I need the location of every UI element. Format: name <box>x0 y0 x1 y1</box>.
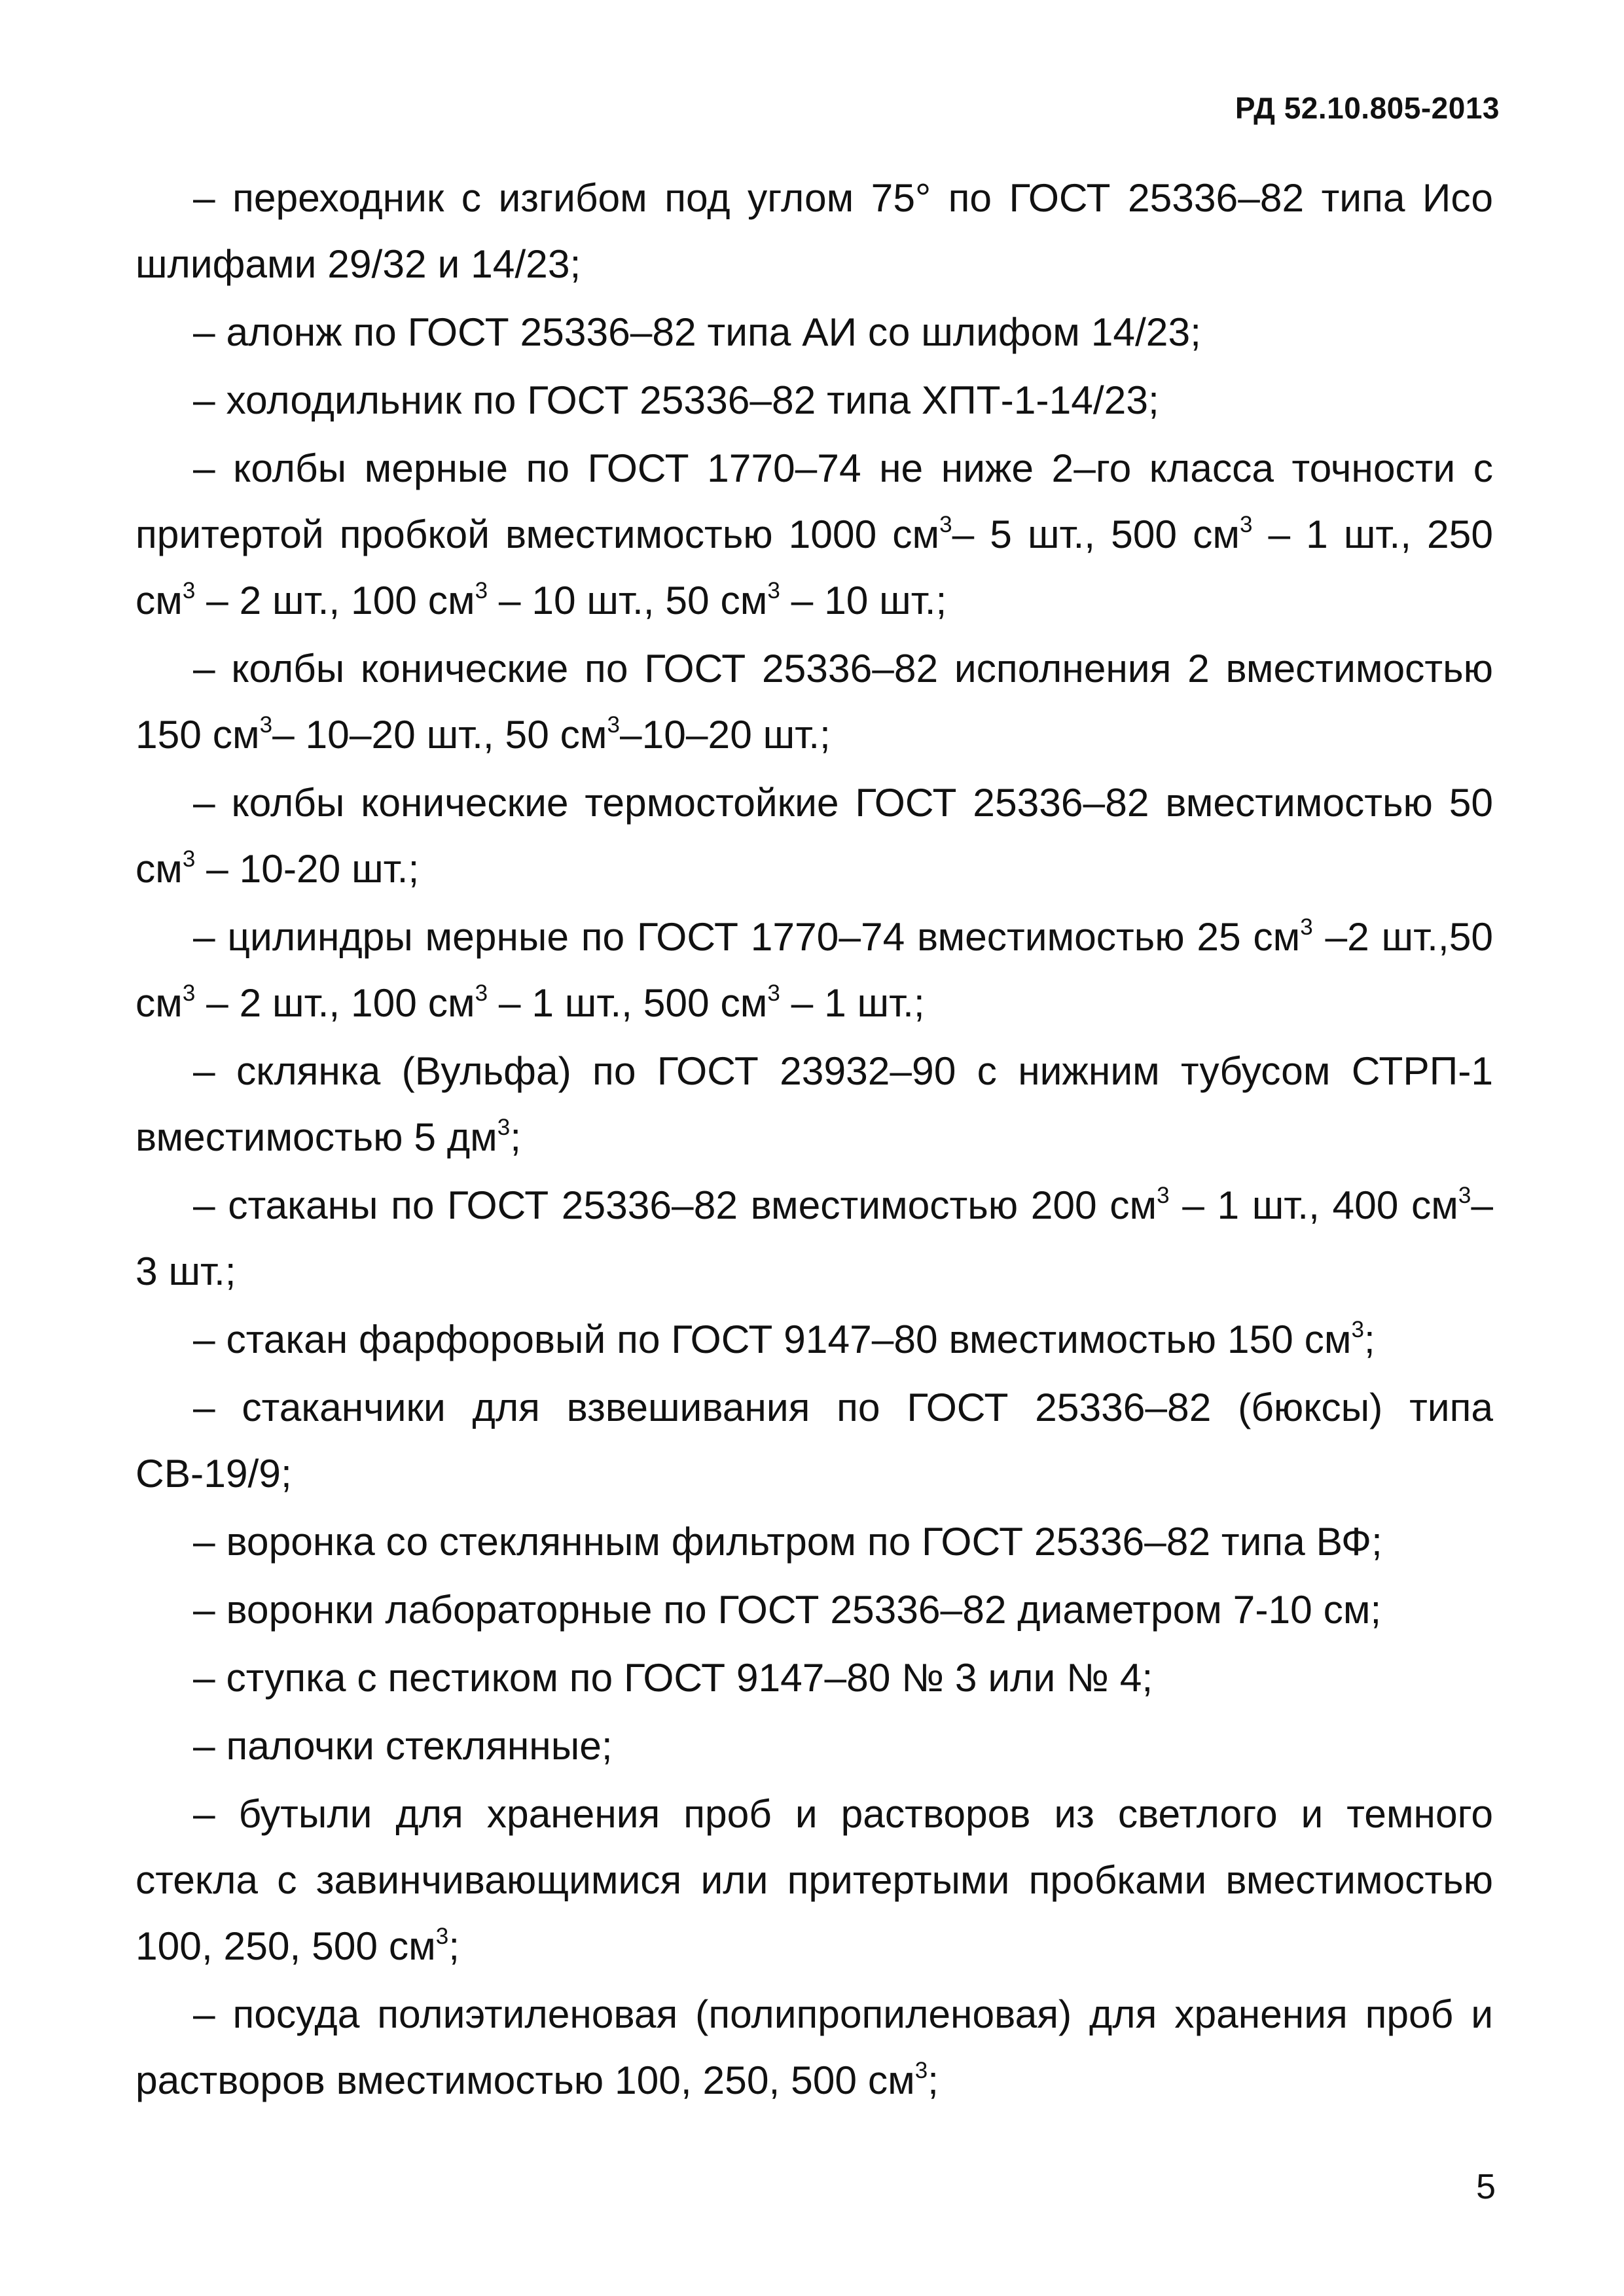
text-run: – 1 шт.; <box>780 980 925 1025</box>
text-run: – стаканы по ГОСТ 25336–82 вместимостью 200 см <box>193 1183 1157 1227</box>
superscript-exponent: 3 <box>182 980 196 1006</box>
text-run: – посуда полиэтиленовая (полипропиленовая) для хранения проб и растворов вместимостью 100, 250, 500 см <box>135 1992 1493 2102</box>
superscript-exponent: 3 <box>914 2058 928 2083</box>
text-run: –2 шт.,50 см <box>135 914 1493 1025</box>
superscript-exponent: 3 <box>1351 1317 1364 1342</box>
text-run: – бутыли для хранения проб и растворов из светлого и темного стекла с завинчивающимися или притертыми пробками вместимостью 100, 250, 500 см <box>135 1791 1493 1968</box>
superscript-exponent: 3 <box>767 578 780 603</box>
text-run: – алонж по ГОСТ 25336–82 типа АИ со шлифом 14/23; <box>193 310 1201 354</box>
list-item <box>135 165 1493 297</box>
text-run: – колбы конические термостойкие ГОСТ 25336–82 вместимостью 50 см <box>135 780 1493 891</box>
list-item <box>135 1038 1493 1170</box>
text-run: ; <box>448 1924 460 1968</box>
text-run: – 10-20 шт.; <box>195 846 420 891</box>
list-item <box>135 1306 1493 1372</box>
text-run: – колбы конические по ГОСТ 25336–82 исполнения 2 вместимостью 150 см <box>135 646 1493 757</box>
superscript-exponent: 3 <box>1239 512 1253 537</box>
superscript-exponent: 3 <box>607 712 620 738</box>
list-item <box>135 299 1493 365</box>
text-run: – колбы мерные по ГОСТ 1770–74 не ниже 2–го класса точности с притертой пробкой вместимостью 1000 см <box>135 446 1493 556</box>
text-run: – стаканчики для взвешивания по ГОСТ 25336–82 (бюксы) типа СВ-19/9; <box>135 1385 1493 1496</box>
list-item <box>135 1981 1493 2113</box>
superscript-exponent: 3 <box>182 578 196 603</box>
text-run: – цилиндры мерные по ГОСТ 1770–74 вместимостью 25 см <box>193 914 1301 959</box>
superscript-exponent: 3 <box>1458 1183 1471 1208</box>
text-run: – ступка с пестиком по ГОСТ 9147–80 № 3 или № 4; <box>193 1655 1153 1700</box>
list-item <box>135 435 1493 634</box>
text-run: ; <box>1363 1317 1375 1361</box>
superscript-exponent: 3 <box>497 1115 511 1140</box>
list-item <box>135 1645 1493 1711</box>
list-item <box>135 904 1493 1036</box>
list-item <box>135 367 1493 433</box>
text-run: – 1 шт., 500 см <box>488 980 768 1025</box>
list-item <box>135 1374 1493 1507</box>
text-run: – склянка (Вульфа) по ГОСТ 23932–90 с нижним тубусом СТРП-1 вместимостью 5 дм <box>135 1049 1493 1159</box>
superscript-exponent: 3 <box>475 980 488 1006</box>
text-run: – 10 шт., 50 см <box>488 578 768 622</box>
text-run: –10–20 шт.; <box>619 712 831 757</box>
text-run: ; <box>928 2058 939 2102</box>
list-item <box>135 770 1493 902</box>
superscript-exponent: 3 <box>939 512 952 537</box>
list-item <box>135 1713 1493 1779</box>
superscript-exponent: 3 <box>1157 1183 1170 1208</box>
document-code-header: РД 52.10.805-2013 <box>1235 91 1500 125</box>
superscript-exponent: 3 <box>1300 914 1313 940</box>
equipment-list <box>135 165 1493 2115</box>
superscript-exponent: 3 <box>767 980 780 1006</box>
text-run: –3 шт.; <box>135 1183 1493 1293</box>
superscript-exponent: 3 <box>435 1924 449 1949</box>
list-item <box>135 1577 1493 1643</box>
text-run: – 1 шт., 400 см <box>1169 1183 1458 1227</box>
text-run: ; <box>510 1115 521 1159</box>
text-run: – стакан фарфоровый по ГОСТ 9147–80 вместимостью 150 см <box>193 1317 1352 1361</box>
list-item <box>135 1509 1493 1575</box>
text-run: – холодильник по ГОСТ 25336–82 типа ХПТ-1-14/23; <box>193 378 1159 422</box>
text-run: – 1 шт., 250 см <box>135 512 1493 622</box>
text-run: – воронки лабораторные по ГОСТ 25336–82 диаметром 7-10 см; <box>193 1587 1382 1632</box>
text-run: – 2 шт., 100 см <box>195 578 475 622</box>
page-number: 5 <box>1475 2167 1496 2206</box>
list-item <box>135 636 1493 768</box>
superscript-exponent: 3 <box>259 712 273 738</box>
text-run: – палочки стеклянные; <box>193 1723 613 1768</box>
text-run: – воронка со стеклянным фильтром по ГОСТ 25336–82 типа ВФ; <box>193 1519 1382 1564</box>
text-run: – 2 шт., 100 см <box>195 980 475 1025</box>
superscript-exponent: 3 <box>475 578 488 603</box>
text-run: – переходник с изгибом под углом 75° по ГОСТ 25336–82 типа Исо шлифами 29/32 и 14/23; <box>135 175 1493 286</box>
text-run: – 10–20 шт., 50 см <box>272 712 607 757</box>
list-item <box>135 1172 1493 1304</box>
list-item <box>135 1781 1493 1979</box>
text-run: – 10 шт.; <box>780 578 947 622</box>
text-run: – 5 шт., 500 см <box>952 512 1240 556</box>
superscript-exponent: 3 <box>182 846 196 872</box>
